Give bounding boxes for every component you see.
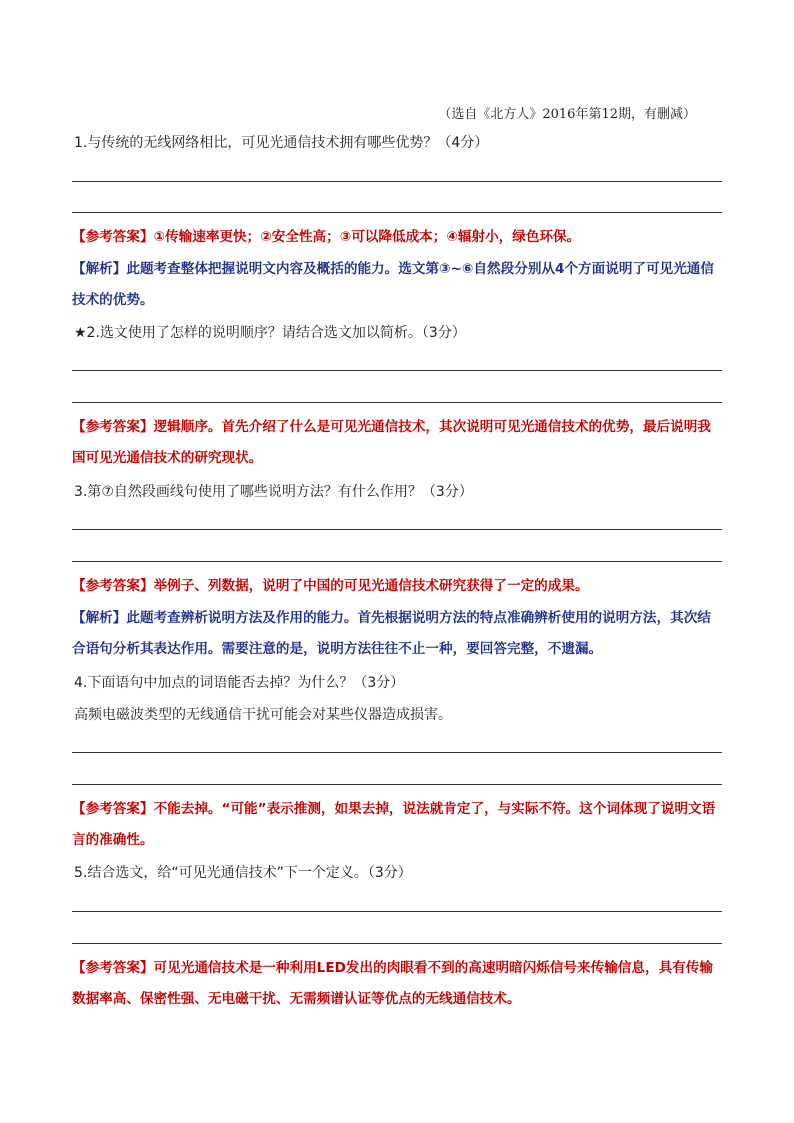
reference-answer-2 — [72, 412, 724, 474]
question-2: ★2.选文使用了怎样的说明顺序？请结合选文加以简析。（3分） — [74, 325, 466, 341]
answer-tag: 【参考答案】 — [72, 419, 154, 435]
answer-line — [72, 370, 722, 371]
question-5: 5.结合选文，给“可见光通信技术”下一个定义。（3分） — [74, 865, 412, 881]
answer-tag: 【参考答案】 — [72, 229, 154, 245]
answer-text: 逻辑顺序。首先介绍了什么是可见光通信技术，其次说明可见光通信技术的优势，最后说明我国可见光通信技术的研究现状。 — [72, 419, 711, 466]
question-3: 3.第⑦自然段画线句使用了哪些说明方法？有什么作用？（3分） — [74, 484, 473, 500]
reference-answer-3 — [72, 571, 724, 602]
answer-tag: 【参考答案】 — [72, 578, 154, 594]
answer-line — [72, 943, 722, 944]
answer-tag: 【参考答案】 — [72, 801, 154, 817]
answer-line — [72, 784, 722, 785]
analysis-text: 此题考查整体把握说明文内容及概括的能力。选文第③~⑥自然段分别从4个方面说明了可见光通信技术的优势。 — [72, 261, 714, 308]
answer-text: 可见光通信技术是一种利用LED发出的肉眼看不到的高速明暗闪烁信号来传输信息，具有传输数据率高、保密性强、无电磁干扰、无需频谱认证等优点的无线通信技术。 — [72, 960, 713, 1007]
source-citation: （选自《北方人》2016年第12期，有删减） — [438, 107, 696, 122]
analysis-1 — [72, 254, 724, 316]
answer-line — [72, 402, 722, 403]
answer-line — [72, 752, 722, 753]
analysis-tag: 【解析】 — [72, 261, 127, 277]
answer-line — [72, 529, 722, 530]
answer-line — [72, 561, 722, 562]
reference-answer-5 — [72, 953, 724, 1015]
reference-answer-1 — [72, 222, 724, 253]
question-4-sentence: 高频电磁波类型的无线通信干扰可能会对某些仪器造成损害。 — [74, 707, 452, 723]
answer-line — [72, 911, 722, 912]
question-4: 4.下面语句中加点的词语能否去掉？为什么？（3分） — [74, 675, 405, 691]
analysis-text: 此题考查辨析说明方法及作用的能力。首先根据说明方法的特点准确辨析使用的说明方法，其次结合语句分析其表达作用。需要注意的是，说明方法往往不止一种，要回答完整，不遗漏。 — [72, 610, 711, 657]
answer-line — [72, 181, 722, 182]
answer-text: 举例子、列数据，说明了中国的可见光通信技术研究获得了一定的成果。 — [153, 578, 589, 594]
reference-answer-4 — [72, 794, 724, 856]
analysis-3 — [72, 603, 724, 665]
analysis-tag: 【解析】 — [72, 610, 127, 626]
question-1: 1.与传统的无线网络相比，可见光通信技术拥有哪些优势？（4分） — [74, 135, 489, 151]
answer-text: 不能去掉。“可能”表示推测，如果去掉，说法就肯定了，与实际不符。这个词体现了说明文语言的准确性。 — [72, 801, 716, 848]
answer-line — [72, 212, 722, 213]
answer-text: ①传输速率更快；②安全性高；③可以降低成本；④辐射小，绿色环保。 — [153, 229, 581, 245]
answer-tag: 【参考答案】 — [72, 960, 154, 976]
